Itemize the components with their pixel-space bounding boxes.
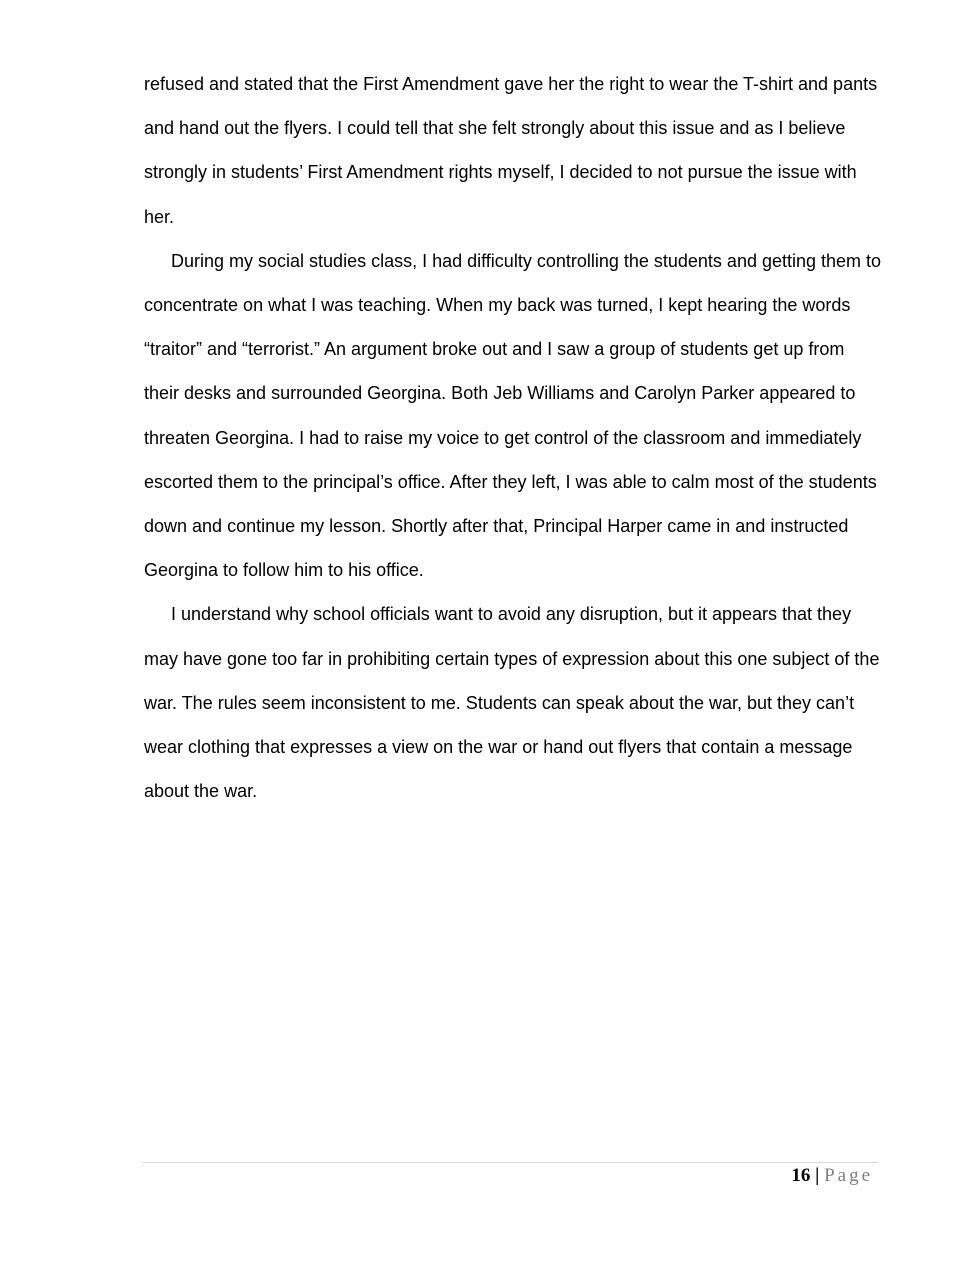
paragraph: I understand why school officials want to avoid any disruption, but it appears that they may have gone too far in prohibiting certain types of expression about this one subject of the war. The rules seem inconsistent to me. Students can speak about the war, but they can’t wear clothing that expresses a view on the war or hand out flyers that contain a message about the war. xyxy=(144,604,880,802)
page-footer xyxy=(791,1164,873,1188)
document-body xyxy=(144,62,884,813)
footer-divider xyxy=(142,1162,878,1163)
paragraph: refused and stated that the First Amendment gave her the right to wear the T-shirt and pants and hand out the flyers. I could tell that she felt strongly about this issue and as I believe strongly in students’ First Amendment rights myself, I decided to not pursue the issue with her. xyxy=(144,74,878,227)
page-separator: | xyxy=(815,1165,820,1186)
page-label: Page xyxy=(824,1165,873,1186)
page-number: 16 xyxy=(791,1165,811,1186)
paragraph: During my social studies class, I had difficulty controlling the students and getting them to concentrate on what I was teaching. When my back was turned, I kept hearing the words “traitor” and “terrorist.” An argument broke out and I saw a group of students get up from their desks and surrounded Georgina. Both Jeb Williams and Carolyn Parker appeared to threaten Georgina. I had to raise my voice to get control of the classroom and immediately escorted them to the principal’s office. After they left, I was able to calm most of the students down and continue my lesson. Shortly after that, Principal Harper came in and instructed Georgina to follow him to his office. xyxy=(144,250,882,581)
